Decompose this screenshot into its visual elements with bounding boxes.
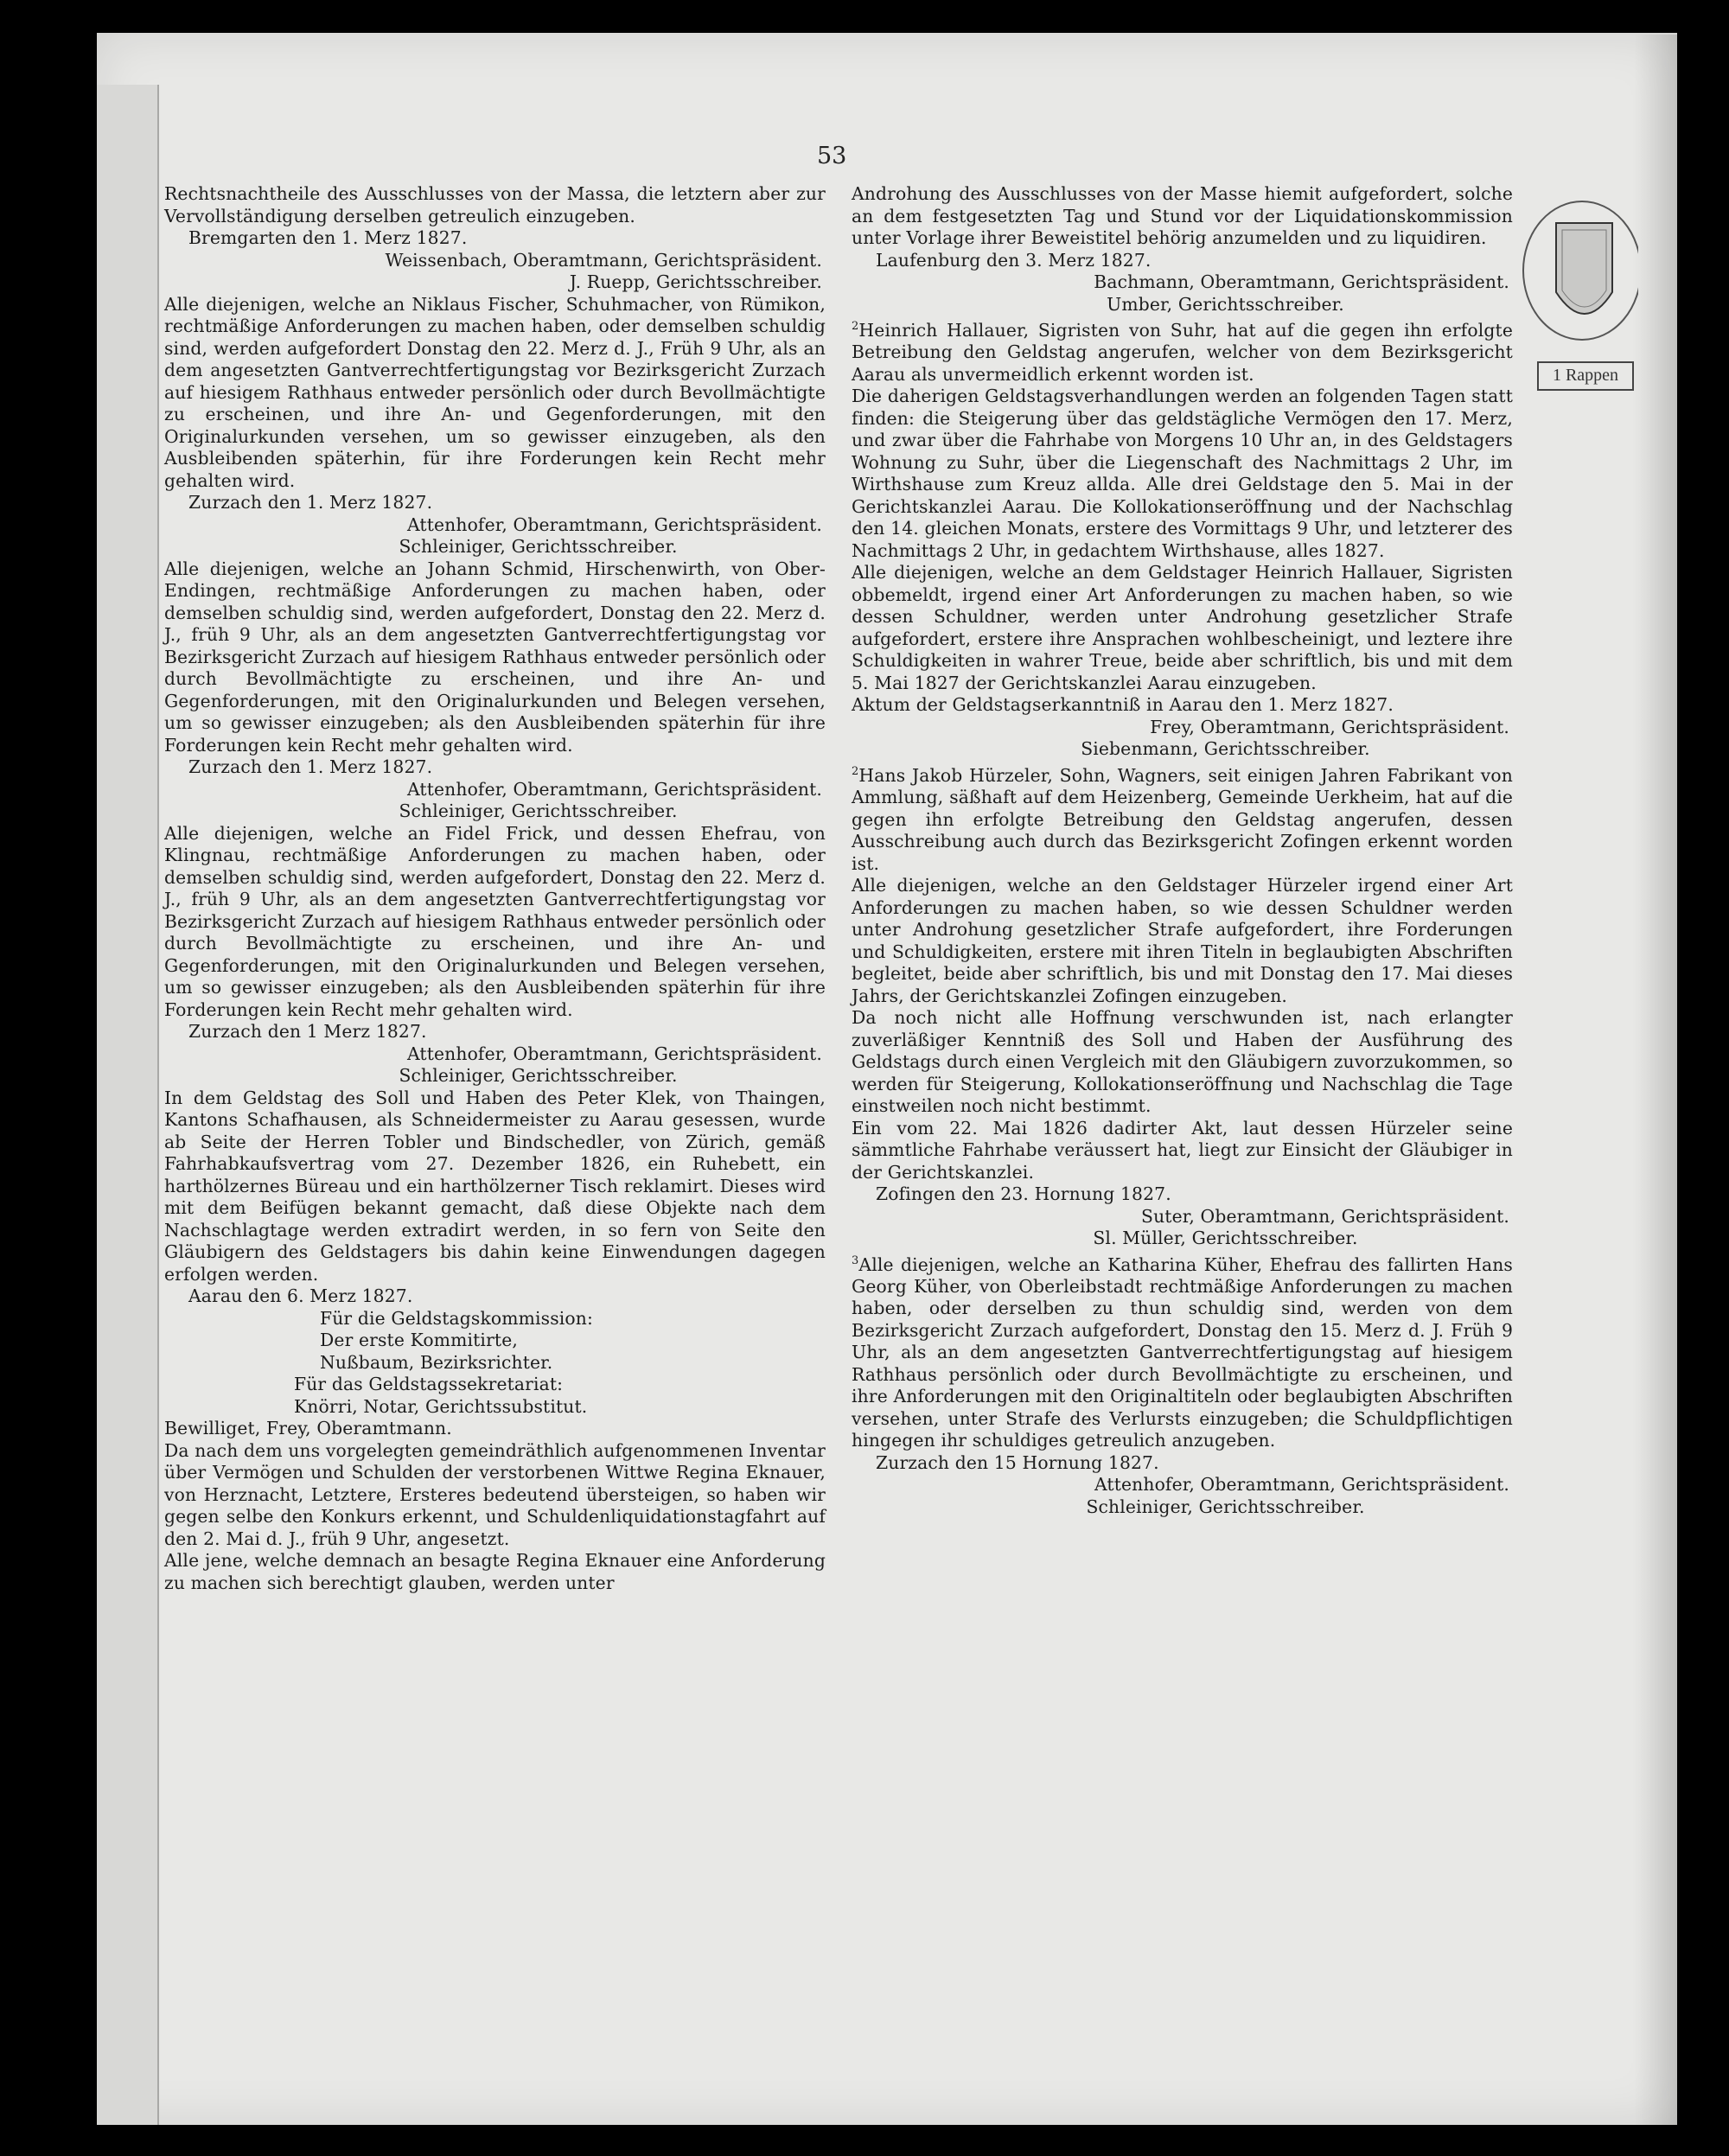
notice-paragraph-text: Alle jene, welche demnach an besagte Regina Eknauer eine Anforderung zu machen sich berechtigt glauben, werden unter (164, 1550, 826, 1593)
place-date-line (164, 1285, 826, 1308)
notice-paragraph-text: Alle diejenigen, welche an den Geldstager Hürzeler irgend einer Art Anforderungen zu machen haben, so wie dessen Schuldner werden unter Androhung gesetzlicher Strafe aufgefordert, ihre Forderungen und Schuldigkeiten, erstere mit ihren Titeln in beglaubigten Abschriften begleitet, beide aber schriftlich, bis und mit Donstag den 17. Mai dieses Jahrs, der Gerichtskanzlei Zofingen einzugeben. (852, 875, 1513, 1006)
signature-line-text: Für die Geldstagskommission: (320, 1307, 593, 1329)
right-column (852, 183, 1513, 1518)
signature-line (164, 1374, 826, 1396)
signature-line (164, 1352, 826, 1375)
signature-line (852, 738, 1513, 761)
tax-stamp-icon (1509, 188, 1638, 387)
signature-line (164, 1418, 826, 1440)
signature-line-text: Umber, Gerichtsschreiber. (1107, 293, 1344, 315)
signature-line (164, 801, 826, 823)
signature-line-text: Attenhofer, Oberamtmann, Gerichtspräsident. (406, 778, 822, 800)
signature-line-text: Schleiniger, Gerichtsschreiber. (1086, 1496, 1365, 1517)
notice-paragraph-text: Rechtsnachtheile des Ausschlusses von der Massa, die letztern aber zur Vervollständigung derselben getreulich einzugeben. (164, 183, 826, 226)
page-number: 53 (817, 143, 847, 169)
notice-paragraph (852, 875, 1513, 1007)
notice-paragraph-text: Da noch nicht alle Hoffnung verschwunden ist, nach erlangter zuverläßiger Kenntniß des Soll und Haben der Ausführung des Geldstags durch einen Vergleich mit den Gläubigern zuvorzukommen, so werden für Steigerung, Kollokationseröffnung und Nachschlag die Tage einstweilen noch nicht bestimmt. (852, 1007, 1513, 1117)
place-date-line (164, 1021, 826, 1043)
place-date-line (852, 694, 1513, 717)
notice-paragraph (852, 316, 1513, 386)
notice-number-marker: 2 (852, 320, 859, 333)
notice-paragraph-text: Alle diejenigen, welche an Katharina Küher, Ehefrau des fallirten Hans Georg Küher, von Oberleibstadt rechtmäßige Anforderungen zu machen haben, oder derselben zu thun schuldig sind, werden von dem Bezirksgericht Zurzach aufgefordert, Donstag den 15. Merz d. J. Früh 9 Uhr, als an dem angesetzten Gantverrechtfertigungstag auf hiesigem Rathhaus persönlich oder durch Bevollmächtigte zu erscheinen, und ihre Anforderungen mit den Originaltiteln oder beglaubigten Abschriften versehen, unter Strafe des Verlursts einzugeben; die Schuldpflichtigen hingegen ihr schuldiges getreulich anzugeben. (852, 1253, 1513, 1451)
signature-line-text: Bewilliget, Frey, Oberamtmann. (164, 1418, 452, 1438)
notice-paragraph (164, 1550, 826, 1594)
signature-line-text: Attenhofer, Oberamtmann, Gerichtspräsident. (406, 513, 822, 535)
signature-line (852, 717, 1513, 739)
signature-line (164, 250, 826, 272)
signature-line-text: Sl. Müller, Gerichtsschreiber. (1093, 1228, 1358, 1249)
signature-line-text: Knörri, Notar, Gerichtssubstitut. (294, 1395, 588, 1417)
place-date-line-text: Bremgarten den 1. Merz 1827. (188, 227, 468, 248)
notice-paragraph-text: Alle diejenigen, welche an Johann Schmid, Hirschenwirth, von Ober-Endingen, rechtmäßige Anforderungen zu machen haben, oder demselben schuldig sind, werden aufgefordert, Donstag den 22. Merz d. J., früh 9 Uhr, als an dem angesetzten Gantverrechtfertigungstag vor Bezirksgericht Zurzach auf hiesigem Rathhaus entweder persönlich oder durch Bevollmächtigte zu erscheinen, und ihre An- und Gegenforderungen, mit den Originalurkunden und Belegen versehen, um so gewisser einzugeben; als den Ausbleibenden späterhin für ihre Forderungen kein Recht mehr gehalten wird. (164, 558, 826, 756)
signature-line-text: Siebenmann, Gerichtsschreiber. (1081, 738, 1370, 760)
notice-paragraph (164, 823, 826, 1022)
notice-paragraph-text: Alle diejenigen, welche an Niklaus Fischer, Schuhmacher, von Rümikon, rechtmäßige Anforderungen zu machen haben, oder demselben schuldig sind, werden aufgefordert Donstag den 22. Merz d. J., Früh 9 Uhr, als an dem angesetzten Gantverrechtfertigungstag vor Bezirksgericht Zurzach auf hiesigem Rathhaus entweder persönlich oder durch Bevollmächtigte zu erscheinen, und ihre An- und Gegenforderungen, mit den Originalurkunden versehen, um so gewisser einzugeben, als den Ausbleibenden späterhin, für ihre Forderungen kein Recht mehr gehalten wird. (164, 293, 826, 491)
notice-paragraph-text: Alle diejenigen, welche an Fidel Frick, und dessen Ehefrau, von Klingnau, rechtmäßige Anforderungen zu machen haben, oder demselben schuldig sind, werden aufgefordert, Donstag den 22. Merz d. J., früh 9 Uhr, als an dem angesetzten Gantverrechtfertigungstag vor Bezirksgericht Zurzach auf hiesigem Rathhaus entweder persönlich oder durch Bevollmächtigte zu erscheinen, und ihre An- und Gegenforderungen, mit den Originalurkunden und Belegen versehen, um so gewisser einzugeben; als den Ausbleibenden späterhin für ihre Forderungen kein Recht mehr gehalten wird. (164, 822, 826, 1020)
notice-paragraph-text: Hans Jakob Hürzeler, Sohn, Wagners, seit einigen Jahren Fabrikant von Ammlung, säßhaft auf dem Heizenberg, Gemeinde Uerkheim, hat auf die gegen ihn erfolgte Betreibung den Geldstag angerufen, dessen Ausschreibung auch durch das Bezirksgericht Zofingen erkennt worden ist. (852, 764, 1513, 874)
signature-line (852, 1228, 1513, 1250)
notice-paragraph (164, 294, 826, 493)
notice-paragraph-text: Androhung des Ausschlusses von der Masse hiemit aufgefordert, solche an dem festgesetzten Tag und Stund vor der Liquidationskommission unter Vorlage ihrer Beweistitel behörig anzumelden und zu liquidiren. (852, 183, 1513, 248)
signature-line (852, 271, 1513, 294)
place-date-line (852, 250, 1513, 272)
signature-line-text: Attenhofer, Oberamtmann, Gerichtspräsident. (406, 1043, 822, 1064)
notice-paragraph (852, 562, 1513, 694)
notice-paragraph (164, 558, 826, 757)
left-column (164, 183, 826, 1594)
notice-number-marker: 3 (852, 1253, 859, 1267)
signature-line-text: Für das Geldstagssekretariat: (294, 1374, 564, 1394)
notice-paragraph (852, 1250, 1513, 1452)
place-date-line-text: Zurzach den 15 Hornung 1827. (876, 1451, 1159, 1473)
notice-paragraph (852, 386, 1513, 562)
signature-line (164, 1065, 826, 1088)
signature-line (164, 1043, 826, 1066)
place-date-line (852, 1183, 1513, 1206)
signature-line (164, 1396, 826, 1419)
signature-line-text: Frey, Oberamtmann, Gerichtspräsident. (1150, 716, 1509, 737)
place-date-line (852, 1452, 1513, 1475)
place-date-line (164, 492, 826, 514)
signature-line-text: Schleiniger, Gerichtsschreiber. (399, 801, 678, 821)
page-binding-edge (97, 85, 159, 2125)
page-fold-shadow (1634, 35, 1677, 2125)
notice-number-marker: 2 (852, 764, 859, 778)
place-date-line (164, 756, 826, 779)
notice-paragraph-text: Alle diejenigen, welche an dem Geldstager Heinrich Hallauer, Sigristen obbemeldt, irgend einer Art Anforderungen zu machen haben, so wie dessen Schuldner, werden unter Androhung gesetzlicher Strafe aufgefordert, erstere ihre Ansprachen wohlbescheinigt, und leztere ihre Schuldigkeiten in wahrer Treue, beide aber schriftlich, bis und mit dem 5. Mai 1827 der Gerichtskanzlei Aarau einzugeben. (852, 562, 1513, 693)
notice-paragraph-text: In dem Geldstag des Soll und Haben des Peter Klek, von Thaingen, Kantons Schafhausen, als Schneidermeister zu Aarau gesessen, wurde ab Seite der Herren Tobler und Bindschedler, von Zürich, gemäß Fahrhabkaufsvertrag vom 27. Dezember 1826, ein Ruhebett, ein harthölzernes Büreau und ein harthölzerner Tisch reklamirt. Dieses wird mit dem Beifügen bekannt gemacht, daß diese Objekte nach dem Nachschlagtage werden extradirt werden, in so fern von Seite den Gläubigern des Geldstagers bis dahin keine Einwendungen dagegen erfolgen werden. (164, 1087, 826, 1285)
signature-line (164, 514, 826, 537)
notice-paragraph-text: Ein vom 22. Mai 1826 dadirter Akt, laut dessen Hürzeler seine sämmtliche Fahrhabe veräussert hat, liegt zur Einsicht der Gläubiger in der Gerichtskanzlei. (852, 1117, 1513, 1183)
notice-paragraph (852, 1007, 1513, 1118)
signature-line-text: Schleiniger, Gerichtsschreiber. (399, 536, 678, 557)
signature-line (852, 1474, 1513, 1496)
signature-line-text: Bachmann, Oberamtmann, Gerichtspräsident. (1094, 271, 1509, 292)
signature-line (852, 294, 1513, 316)
signature-line-text: J. Ruepp, Gerichtsschreiber. (569, 271, 822, 292)
signature-line (852, 1206, 1513, 1228)
signature-line (164, 1330, 826, 1352)
place-date-line (164, 227, 826, 250)
notice-paragraph (852, 761, 1513, 875)
signature-line (164, 1308, 826, 1330)
signature-line-text: Nußbaum, Bezirksrichter. (320, 1351, 553, 1373)
notice-paragraph (164, 183, 826, 227)
notice-paragraph-text: Heinrich Hallauer, Sigristen von Suhr, hat auf die gegen ihn erfolgte Betreibung den Geldstag angerufen, welcher von dem Bezirksgericht Aarau als unvermeidlich erkennt worden ist. (852, 319, 1513, 385)
signature-line (164, 779, 826, 801)
place-date-line-text: Zurzach den 1. Merz 1827. (188, 756, 433, 777)
place-date-line-text: Aktum der Geldstagserkanntniß in Aarau den 1. Merz 1827. (852, 694, 1394, 716)
notice-paragraph (164, 1088, 826, 1286)
place-date-line-text: Laufenburg den 3. Merz 1827. (876, 249, 1152, 271)
notice-paragraph (164, 1440, 826, 1551)
signature-line (164, 271, 826, 294)
signature-line (164, 536, 826, 558)
notice-paragraph-text: Die daherigen Geldstagsverhandlungen werden an folgenden Tagen statt finden: die Steigerung über das geldstägliche Vermögen den 17. Merz, und zwar über die Fahrhabe von Morgens 10 Uhr an, in des Geldstagers Wohnung zu Suhr, über die Liegenschaft des Nachmittags 2 Uhr, im Wirthshause zum Kreuz allda. Alle drei Geldstage den 5. Mai in der Gerichtskanzlei Aarau. Die Kollokationseröffnung und der Nachschlag den 14. gleichen Monats, erstere des Vormittags 9 Uhr, und letzterer des Nachmittags 2 Uhr, in gedachtem Wirthshause, alles 1827. (852, 386, 1513, 561)
signature-line-text: Attenhofer, Oberamtmann, Gerichtspräsident. (1094, 1474, 1509, 1496)
place-date-line-text: Zurzach den 1. Merz 1827. (188, 492, 433, 513)
place-date-line-text: Aarau den 6. Merz 1827. (188, 1285, 413, 1306)
signature-line-text: Suter, Oberamtmann, Gerichtspräsident. (1141, 1205, 1509, 1227)
place-date-line-text: Zofingen den 23. Hornung 1827. (876, 1183, 1171, 1205)
place-date-line-text: Zurzach den 1 Merz 1827. (188, 1021, 427, 1042)
signature-line-text: Der erste Kommitirte, (320, 1330, 518, 1350)
notice-paragraph-text: Da nach dem uns vorgelegten gemeindräthlich aufgenommenen Inventar über Vermögen und Schulden der verstorbenen Wittwe Regina Eknauer, von Herznacht, Letztere, Ersteres bedeutend übersteigen, so haben wir gegen selbe den Konkurs erkennt, und Schuldenliquidationstagfahrt auf den 2. Mai d. J., früh 9 Uhr, angesetzt. (164, 1439, 826, 1549)
stamp-value-label: 1 Rappen (1537, 361, 1634, 391)
signature-line (852, 1496, 1513, 1519)
notice-paragraph (852, 183, 1513, 250)
notice-paragraph (852, 1118, 1513, 1184)
signature-line-text: Schleiniger, Gerichtsschreiber. (399, 1065, 678, 1086)
signature-line-text: Weissenbach, Oberamtmann, Gerichtspräsident. (385, 249, 822, 271)
